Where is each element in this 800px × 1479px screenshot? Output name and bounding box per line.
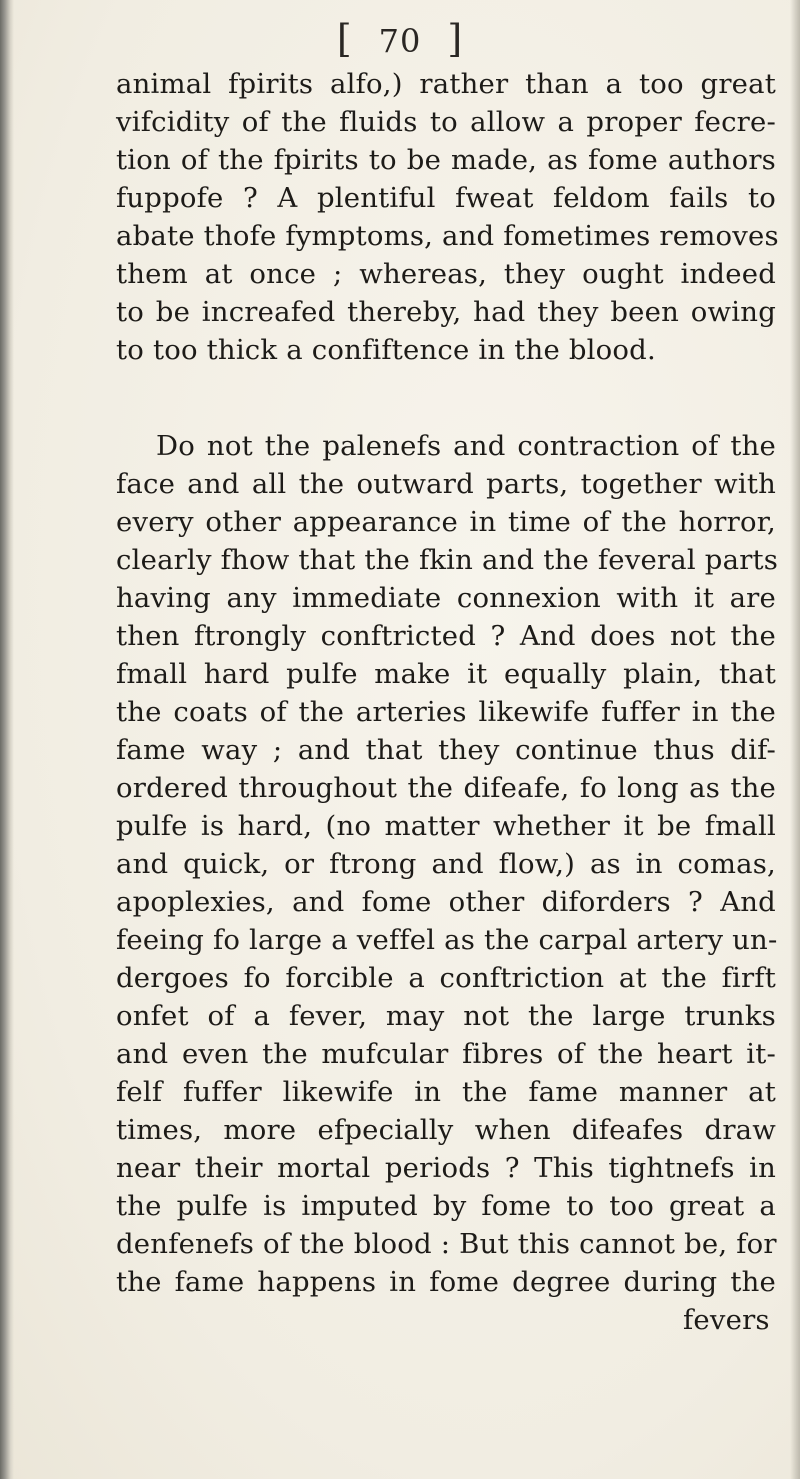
page-edge-shadow	[790, 0, 800, 1479]
text-line: ordered throughout the difeafe, fo long as the	[116, 772, 776, 804]
text-line: Do not the palenefs and contraction of the	[156, 430, 776, 462]
page-number: 70	[378, 22, 422, 60]
text-line: having any immediate connexion with it are	[116, 582, 776, 614]
text-line: and even the mufcular fibres of the heart it-	[116, 1038, 776, 1070]
text-line: every other appearance in time of the horror,	[116, 506, 776, 538]
catchword: fevers	[683, 1304, 770, 1336]
text-line: then ftrongly conftricted ? And does not the	[116, 620, 776, 652]
text-line: abate thofe fymptoms, and fometimes removes	[116, 220, 779, 252]
text-line: the pulfe is imputed by fome to too great a	[116, 1190, 776, 1222]
page-header	[0, 14, 800, 66]
text-line: tion of the fpirits to be made, as fome authors	[116, 144, 776, 176]
text-line: dergoes fo forcible a conftriction at the firft	[116, 962, 776, 994]
text-line: fame way ; and that they continue thus dif-	[116, 734, 776, 766]
text-line: times, more efpecially when difeafes draw	[116, 1114, 776, 1146]
text-line: clearly fhow that the fkin and the feveral parts	[116, 544, 779, 576]
text-line: to be increafed thereby, had they been owing	[116, 296, 776, 328]
text-line: the fame happens in fome degree during the	[116, 1266, 776, 1298]
text-line: them at once ; whereas, they ought indeed	[116, 258, 776, 290]
text-line: fuppofe ? A plentiful fweat feldom fails to	[116, 182, 776, 214]
text-line: pulfe is hard, (no matter whether it be fmall	[116, 810, 776, 842]
text-line: and quick, or ftrong and flow,) as in comas,	[116, 848, 776, 880]
text-line: apoplexies, and fome other diforders ? And	[116, 886, 776, 918]
header-open-bracket: [	[336, 17, 353, 61]
text-line: the coats of the arteries likewife fuffer in the	[116, 696, 776, 728]
text-line: face and all the outward parts, together with	[116, 468, 776, 500]
text-line: felf fuffer likewife in the fame manner at	[116, 1076, 776, 1108]
text-line: near their mortal periods ? This tightnefs in	[116, 1152, 776, 1184]
text-line: animal fpirits alfo,) rather than a too great	[116, 68, 776, 100]
text-line: vifcidity of the fluids to allow a proper fecre-	[116, 106, 776, 138]
text-line: feeing fo large a veffel as the carpal artery un-	[116, 924, 778, 956]
header-close-bracket: ]	[447, 17, 464, 61]
text-line: fmall hard pulfe make it equally plain, that	[116, 658, 776, 690]
page-binding-shadow	[0, 0, 14, 1479]
text-line: onfet of a fever, may not the large trunks	[116, 1000, 776, 1032]
text-line: denfenefs of the blood : But this cannot be, for	[116, 1228, 777, 1260]
text-line: to too thick a confiftence in the blood.	[116, 334, 656, 366]
